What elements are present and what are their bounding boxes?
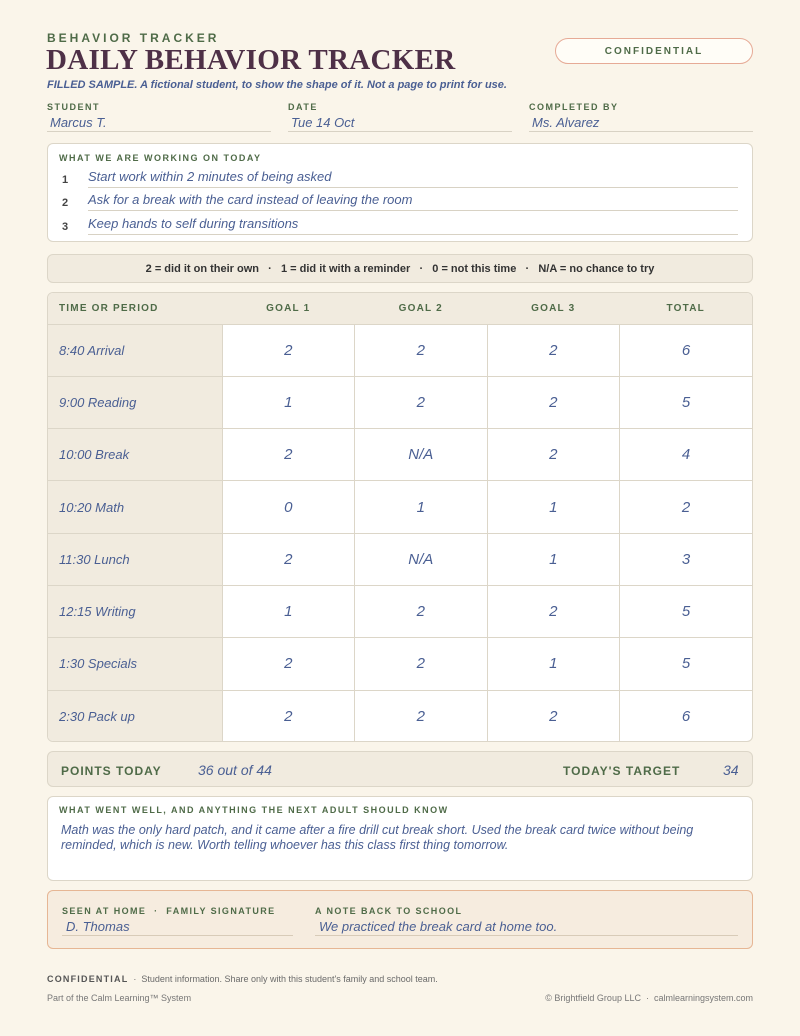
total-cell: 3 (620, 533, 753, 585)
score-cell: 2 (487, 376, 620, 428)
score-cell: 2 (355, 638, 488, 690)
document-eyebrow: BEHAVIOR TRACKER (47, 31, 220, 45)
tracker-table (47, 292, 753, 742)
home-section (47, 890, 753, 949)
goal-text: Start work within 2 minutes of being asked (88, 169, 738, 188)
goal-number: 3 (62, 221, 69, 233)
table-row (48, 533, 752, 585)
points-value: 36 out of 44 (198, 762, 272, 778)
points-summary (47, 751, 753, 787)
signature-label: SEEN AT HOME · FAMILY SIGNATURE (62, 906, 276, 916)
goal-number: 2 (62, 197, 69, 209)
footer-system: Part of the Calm Learning™ System (47, 993, 192, 1003)
score-cell: 2 (355, 690, 488, 742)
table-header-row (48, 293, 752, 324)
table-row (48, 324, 752, 376)
column-header: TOTAL (620, 293, 753, 324)
notes-heading: WHAT WENT WELL, AND ANYTHING THE NEXT ADULT SHOULD KNOW (59, 805, 449, 815)
column-header: GOAL 3 (487, 293, 620, 324)
score-cell: 1 (487, 481, 620, 533)
student-value: Marcus T. (47, 115, 271, 132)
score-cell: 2 (487, 429, 620, 481)
table-row (48, 376, 752, 428)
score-cell: 2 (355, 376, 488, 428)
family-signature: D. Thomas (62, 919, 293, 936)
goals-card (47, 143, 753, 242)
notes-card (47, 796, 753, 881)
score-cell: 2 (222, 429, 355, 481)
score-cell: 2 (222, 533, 355, 585)
total-cell: 2 (620, 481, 753, 533)
score-cell: N/A (355, 533, 488, 585)
notes-text: Math was the only hard patch, and it came after a fire drill cut break short. Used the break card twice without being reminded, which is new. Worth telling whoever has this class first thing tomorrow. (61, 823, 694, 852)
total-cell: 5 (620, 585, 753, 637)
column-header: GOAL 1 (222, 293, 355, 324)
period-cell: 10:20 Math (48, 481, 222, 533)
goal-item (62, 192, 737, 212)
score-cell: 1 (487, 638, 620, 690)
score-cell: 1 (222, 376, 355, 428)
table-row (48, 690, 752, 742)
student-field (47, 102, 271, 132)
scoring-legend: 2 = did it on their own · 1 = did it with a reminder · 0 = not this time · N/A = no chance to try (47, 254, 753, 283)
completed-by-value: Ms. Alvarez (529, 115, 753, 132)
score-cell: 2 (355, 585, 488, 637)
score-cell: 2 (222, 324, 355, 376)
confidentiality-footer (47, 974, 438, 984)
completed-by-field (529, 102, 753, 132)
score-cell: 2 (222, 638, 355, 690)
score-cell: 1 (355, 481, 488, 533)
period-cell: 10:00 Break (48, 429, 222, 481)
target-label: TODAY'S TARGET (563, 764, 681, 778)
score-cell: 2 (487, 690, 620, 742)
sample-notice: FILLED SAMPLE. A fictional student, to show the shape of it. Not a page to print for use. (47, 79, 507, 91)
confidential-badge: CONFIDENTIAL (555, 38, 753, 64)
school-note-label: A NOTE BACK TO SCHOOL (315, 906, 463, 916)
total-cell: 5 (620, 638, 753, 690)
total-cell: 5 (620, 376, 753, 428)
score-cell: 2 (487, 324, 620, 376)
page-title: DAILY BEHAVIOR TRACKER (46, 44, 456, 76)
period-cell: 1:30 Specials (48, 638, 222, 690)
total-cell: 6 (620, 324, 753, 376)
table-row (48, 481, 752, 533)
score-cell: 2 (487, 585, 620, 637)
total-cell: 6 (620, 690, 753, 742)
points-label: POINTS TODAY (61, 764, 162, 778)
score-cell: 0 (222, 481, 355, 533)
footer-copyright: © Brightfield Group LLC · calmlearningsystem.com (545, 993, 753, 1003)
date-value: Tue 14 Oct (288, 115, 512, 132)
goal-item (62, 169, 737, 189)
score-cell: N/A (355, 429, 488, 481)
date-label: DATE (288, 102, 318, 112)
student-label: STUDENT (47, 102, 100, 112)
goal-number: 1 (62, 174, 69, 186)
period-cell: 8:40 Arrival (48, 324, 222, 376)
score-cell: 2 (355, 324, 488, 376)
period-cell: 2:30 Pack up (48, 690, 222, 742)
table-row (48, 638, 752, 690)
column-header: GOAL 2 (355, 293, 488, 324)
goal-text: Ask for a break with the card instead of leaving the room (88, 192, 738, 211)
column-header: TIME OR PERIOD (48, 293, 222, 324)
period-cell: 11:30 Lunch (48, 533, 222, 585)
table-row (48, 585, 752, 637)
score-cell: 2 (222, 690, 355, 742)
goals-heading: WHAT WE ARE WORKING ON TODAY (59, 153, 262, 163)
score-cell: 1 (487, 533, 620, 585)
total-cell: 4 (620, 429, 753, 481)
goal-item (62, 216, 737, 236)
footer-confidential-word: CONFIDENTIAL (47, 974, 129, 984)
score-cell: 1 (222, 585, 355, 637)
period-cell: 9:00 Reading (48, 376, 222, 428)
school-note: We practiced the break card at home too. (315, 919, 738, 936)
goal-text: Keep hands to self during transitions (88, 216, 738, 235)
table-row (48, 429, 752, 481)
period-cell: 12:15 Writing (48, 585, 222, 637)
completed-by-label: COMPLETED BY (529, 102, 619, 112)
footer-confidential-text: · Student information. Share only with this student's family and school team. (128, 974, 438, 984)
target-value: 34 (723, 762, 739, 778)
date-field (288, 102, 512, 132)
